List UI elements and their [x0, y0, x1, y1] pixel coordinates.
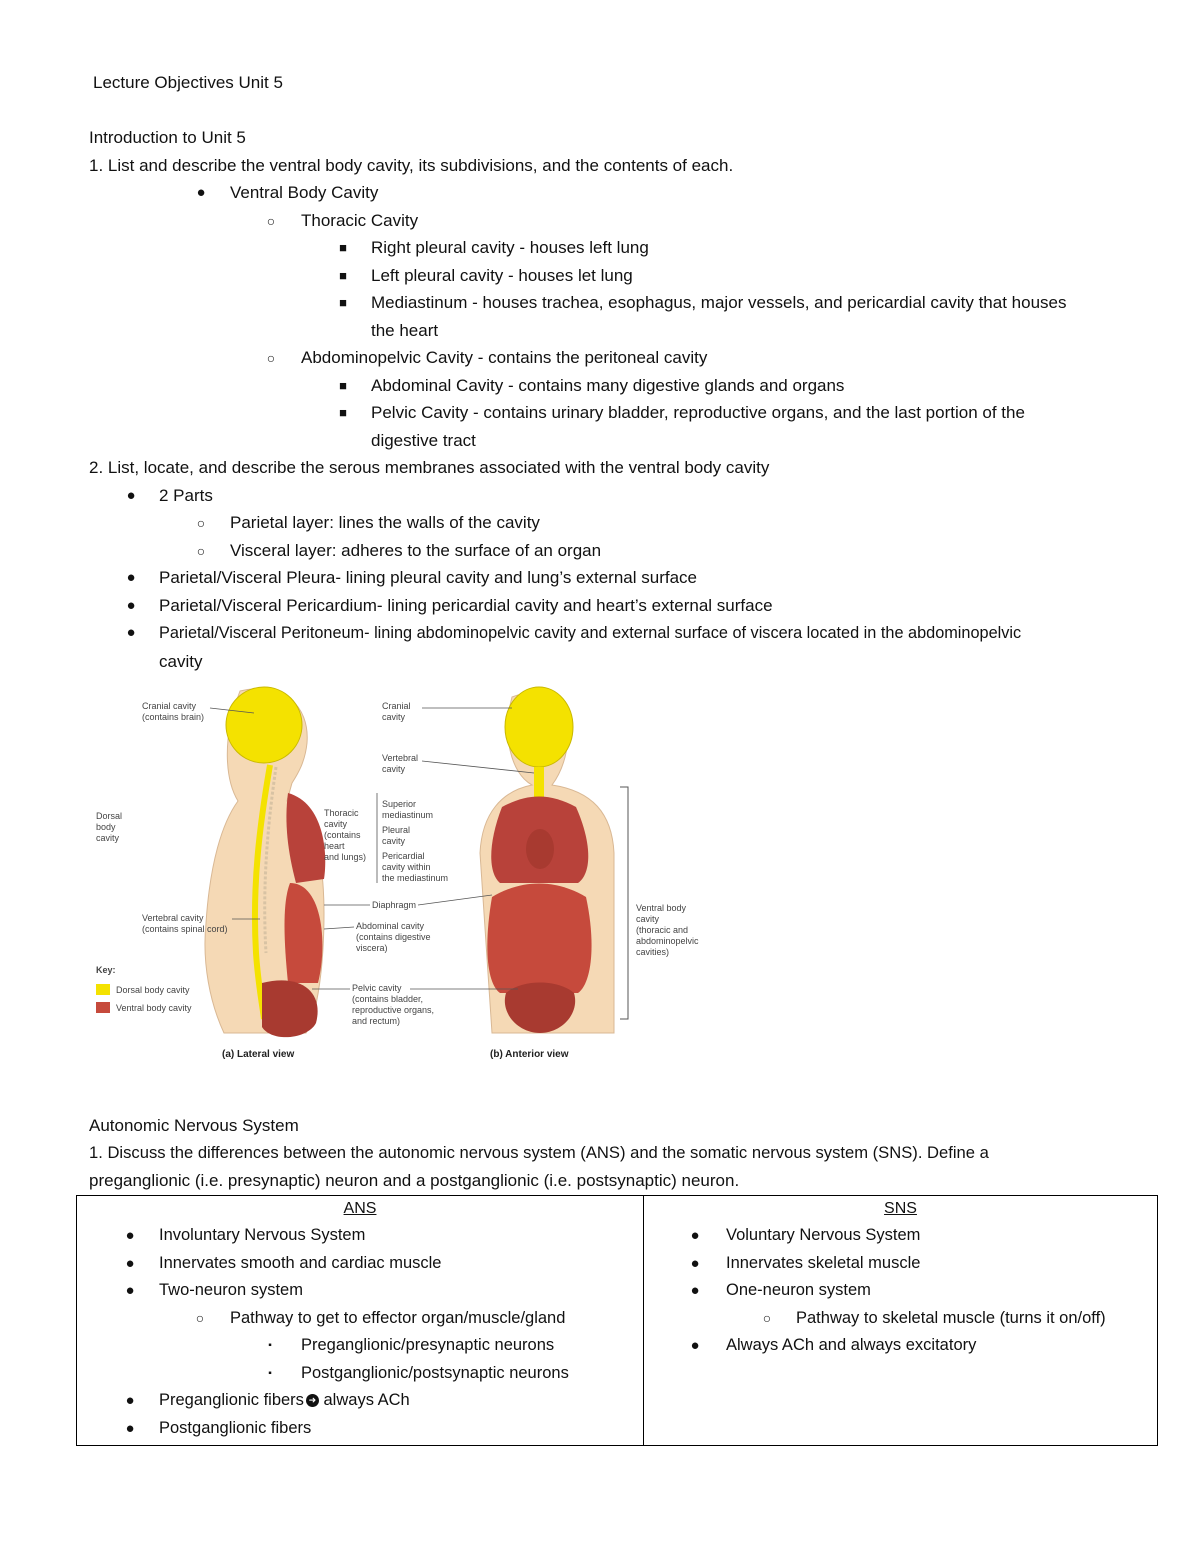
bullet-disc-icon: ● — [125, 1419, 135, 1437]
list-item-abdominopelvic: Abdominopelvic Cavity - contains the peritoneal cavity — [301, 348, 708, 367]
bullet-disc-icon: ● — [125, 1392, 135, 1409]
bullet-circle-icon: ○ — [266, 213, 276, 229]
anterior-view-illustration — [480, 687, 614, 1033]
bullet-disc-icon: ● — [690, 1337, 700, 1354]
label-pelvic-cavity: Pelvic cavity (contains bladder, reproductive organs, and rectum) — [352, 983, 435, 1026]
arrow-right-icon: ➜ — [306, 1394, 319, 1407]
label-diaphragm: Diaphragm — [372, 900, 417, 910]
label-abdominal-cavity: Abdominal cavity (contains digestive viscera) — [356, 921, 431, 953]
bullet-disc-icon: ● — [125, 1227, 135, 1244]
bullet-circle-icon: ○ — [266, 350, 276, 366]
bullet-disc-icon: ● — [196, 184, 206, 201]
ans-sns-comparison-table — [76, 1195, 1158, 1446]
key-ventral-label: Ventral body cavity — [116, 1003, 192, 1013]
bullet-circle-icon: ○ — [762, 1309, 772, 1326]
list-item-visceral-layer: Visceral layer: adheres to the surface of an organ — [230, 541, 602, 560]
list-item-left-pleural: Left pleural cavity - houses let lung — [371, 266, 633, 285]
list-item-pleura: Parietal/Visceral Pleura- lining pleural cavity and lung’s external surface — [159, 568, 697, 587]
list-item-pelvic: Pelvic Cavity - contains urinary bladder, reproductive organs, and the last portion of the — [371, 403, 1025, 422]
label-cranial-cavity: Cranial cavity (contains brain) — [142, 701, 205, 722]
key-ventral-swatch — [96, 1002, 110, 1013]
sns-item-ach: Always ACh and always excitatory — [726, 1336, 977, 1354]
bullet-square-icon: ■ — [339, 268, 347, 283]
label-thoracic-cavity: Thoracic cavity (contains heart and lungs) — [324, 808, 367, 862]
list-item-two-parts: 2 Parts — [159, 486, 213, 505]
key-label: Key: — [96, 965, 116, 975]
sns-item-one-neuron: One-neuron system — [726, 1281, 871, 1299]
bullet-disc-icon: ● — [126, 597, 136, 614]
ans-item-pre-neurons: Preganglionic/presynaptic neurons — [301, 1336, 555, 1354]
sns-item-pathway: Pathway to skeletal muscle (turns it on/off) — [796, 1308, 1106, 1327]
bullet-disc-icon: ● — [690, 1227, 700, 1244]
ans-item-pre-fibers: Preganglionic fibers — [159, 1391, 304, 1409]
ans-column — [77, 1196, 644, 1446]
ans-heading: Autonomic Nervous System — [89, 1116, 299, 1135]
label-pleural-cavity: Pleural cavity — [382, 825, 411, 846]
objective-2: 2. List, locate, and describe the serous membranes associated with the ventral body cavity — [89, 458, 770, 477]
list-item-pelvic-cont: digestive tract — [371, 431, 476, 450]
caption-anterior-view: (b) Anterior view — [490, 1049, 569, 1060]
label-dorsal-body-cavity: Dorsal body cavity — [96, 811, 123, 843]
ans-item-innervates: Innervates smooth and cardiac muscle — [159, 1253, 442, 1272]
caption-lateral-view: (a) Lateral view — [222, 1049, 295, 1060]
list-item-pericardium: Parietal/Visceral Pericardium- lining pericardial cavity and heart’s external surface — [159, 596, 773, 615]
ans-objective-1: 1. Discuss the differences between the autonomic nervous system (ANS) and the somatic nervous system (SNS). Define a — [89, 1143, 989, 1162]
body-cavities-figure — [92, 683, 712, 1063]
key-dorsal-swatch — [96, 984, 110, 995]
bullet-square-icon: ■ — [339, 240, 347, 255]
bullet-small-square-icon: ▪ — [268, 1367, 272, 1379]
ans-item-two-neuron: Two-neuron system — [159, 1281, 303, 1299]
bullet-circle-icon: ○ — [195, 1309, 205, 1326]
label-anterior-cranial: Cranial cavity — [382, 701, 411, 722]
bullet-circle-icon: ○ — [196, 543, 206, 559]
ans-item-pathway: Pathway to get to effector organ/muscle/gland — [230, 1308, 566, 1327]
list-item-thoracic: Thoracic Cavity — [301, 211, 419, 230]
list-item-parietal-layer: Parietal layer: lines the walls of the cavity — [230, 513, 540, 532]
page-title: Lecture Objectives Unit 5 — [93, 73, 283, 92]
list-item-mediastinum-cont: the heart — [371, 321, 439, 340]
ans-item-post-fibers: Postganglionic fibers — [159, 1418, 312, 1437]
bullet-small-square-icon: ▪ — [268, 1340, 272, 1351]
bullet-disc-icon: ● — [126, 624, 136, 641]
label-ventral-body-cavity: Ventral body cavity (thoracic and abdominopelvic cavities) — [636, 903, 699, 957]
lateral-view-illustration — [205, 687, 325, 1037]
bullet-disc-icon: ● — [125, 1254, 135, 1272]
bullet-square-icon: ■ — [339, 378, 347, 393]
bullet-square-icon: ■ — [339, 295, 347, 310]
label-anterior-vertebral: Vertebral cavity — [382, 753, 419, 774]
list-item-right-pleural: Right pleural cavity - houses left lung — [371, 238, 649, 257]
label-vertebral-cavity: Vertebral cavity (contains spinal cord) — [142, 913, 228, 934]
list-item-peritoneum: Parietal/Visceral Peritoneum- lining abdominopelvic cavity and external surface of viscera located in the abdominopelvic — [159, 624, 1022, 642]
bullet-square-icon: ■ — [339, 405, 347, 420]
ans-item-pre-fibers-tail: always ACh — [318, 1391, 410, 1409]
list-item-mediastinum: Mediastinum - houses trachea, esophagus, major vessels, and pericardial cavity that houses — [371, 293, 1067, 312]
bullet-disc-icon: ● — [125, 1282, 135, 1299]
list-item-ventral: Ventral Body Cavity — [230, 183, 379, 202]
bullet-disc-icon: ● — [126, 569, 136, 586]
intro-heading: Introduction to Unit 5 — [89, 128, 246, 147]
bullet-disc-icon: ● — [690, 1254, 700, 1272]
list-item-abdominal: Abdominal Cavity - contains many digestive glands and organs — [371, 376, 845, 395]
bullet-disc-icon: ● — [126, 487, 136, 504]
sns-column-head: SNS — [884, 1200, 917, 1217]
sns-item-voluntary: Voluntary Nervous System — [726, 1226, 921, 1244]
sns-item-innervates: Innervates skeletal muscle — [726, 1253, 921, 1272]
sns-column — [644, 1196, 1158, 1446]
bullet-disc-icon: ● — [690, 1282, 700, 1299]
ans-objective-1-cont: preganglionic (i.e. presynaptic) neuron and a postganglionic (i.e. postsynaptic) neuron. — [89, 1171, 740, 1190]
label-superior-mediastinum: Superior mediastinum — [382, 799, 434, 820]
objective-1: 1. List and describe the ventral body cavity, its subdivisions, and the contents of each. — [89, 156, 734, 175]
ans-column-head: ANS — [343, 1200, 377, 1217]
bullet-circle-icon: ○ — [196, 515, 206, 531]
label-pericardial-cavity: Pericardial cavity within the mediastinum — [382, 851, 449, 883]
list-item-peritoneum-cont: cavity — [159, 652, 203, 671]
ans-item-post-neurons: Postganglionic/postsynaptic neurons — [301, 1363, 569, 1382]
ans-item-involuntary: Involuntary Nervous System — [159, 1226, 366, 1244]
key-dorsal-label: Dorsal body cavity — [116, 985, 190, 995]
